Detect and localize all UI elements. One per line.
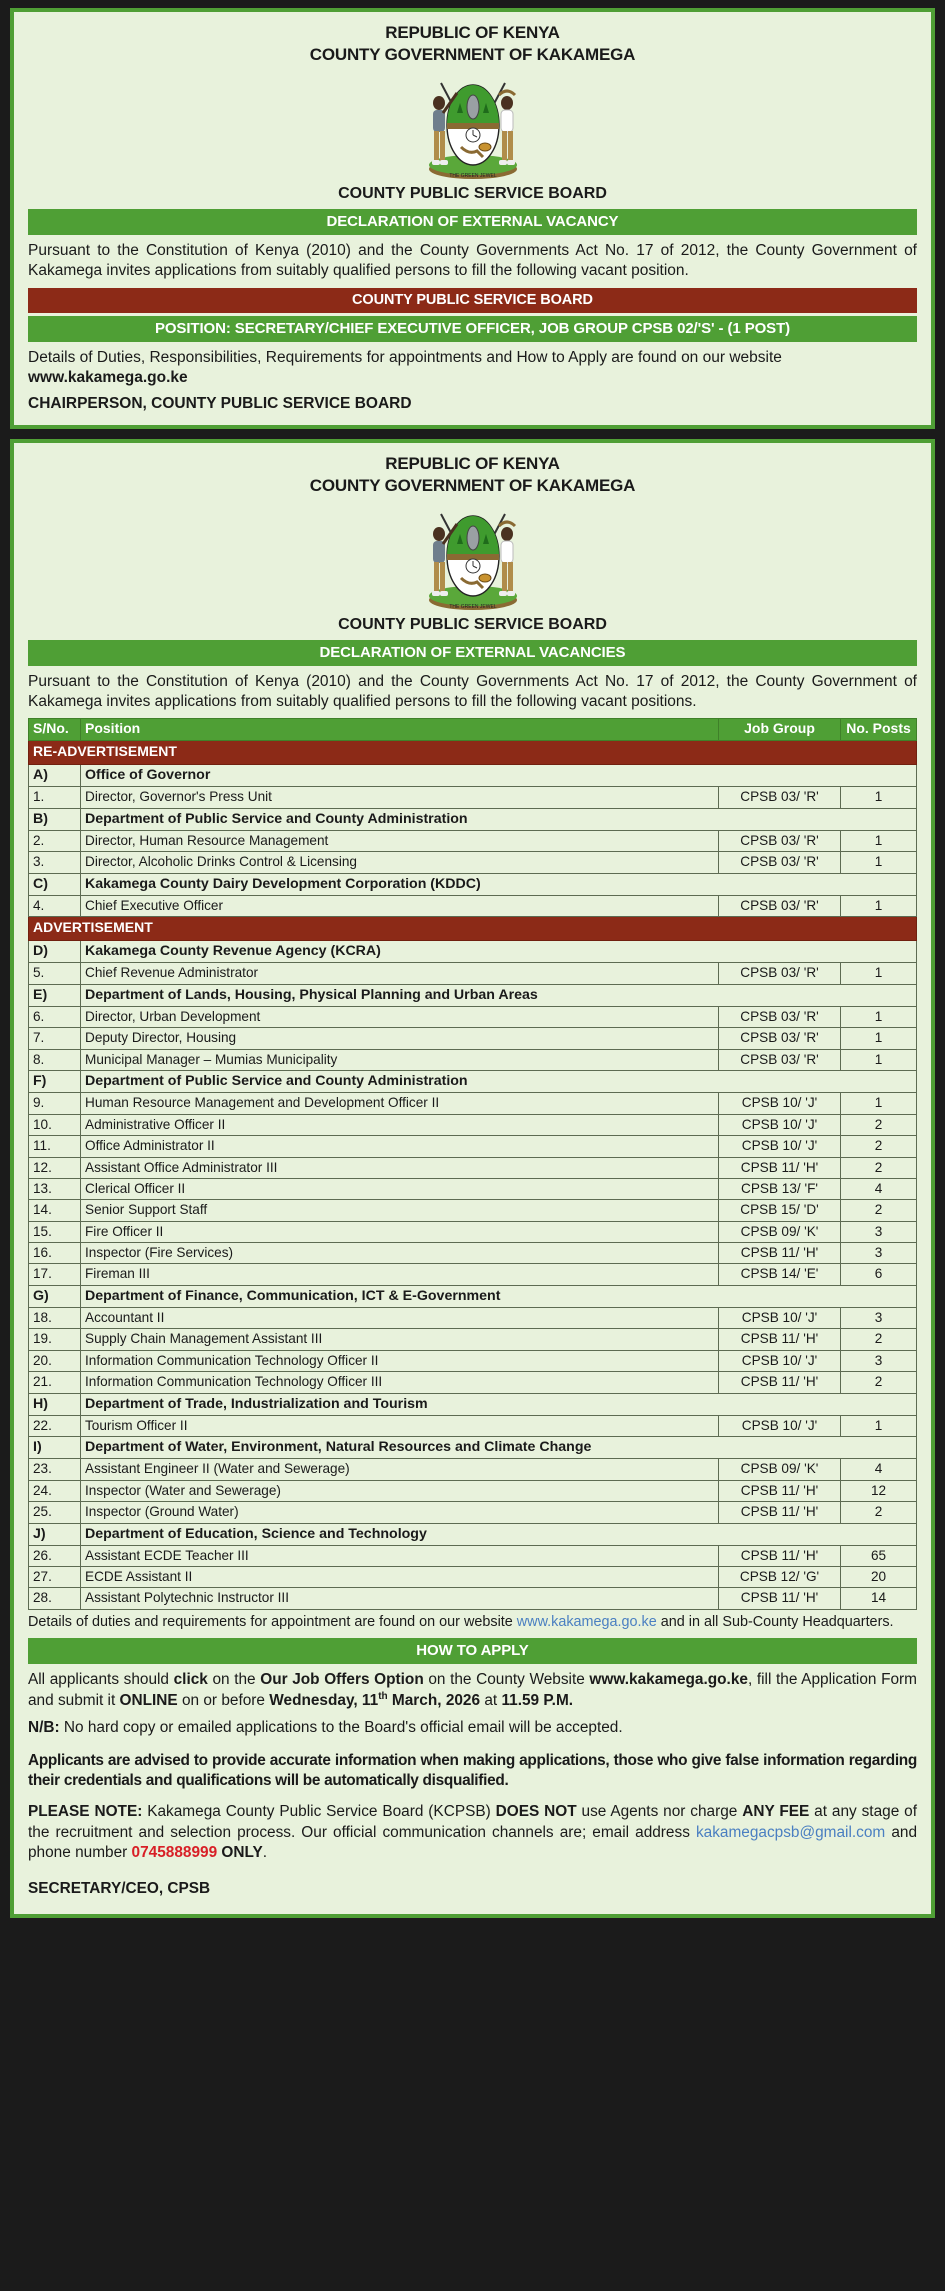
- crest-motto-2: THE GREEN JEWEL: [448, 603, 497, 610]
- cell-position: Municipal Manager – Mumias Municipality: [81, 1049, 719, 1070]
- cell-posts: 1: [841, 1049, 917, 1070]
- pn-only: ONLY: [217, 1844, 263, 1862]
- accuracy-warning: Applicants are advised to provide accurate information when making applications, those who give false information regarding their credentials and qualifications will be automatically disqualified.: [28, 1751, 917, 1790]
- cell-sno: 25.: [29, 1502, 81, 1523]
- apply-e: on or before: [177, 1692, 270, 1710]
- cell-sno: 19.: [29, 1329, 81, 1350]
- dept-label: Department of Trade, Industrialization and Tourism: [81, 1393, 917, 1415]
- cell-position: Assistant Engineer II (Water and Sewerage): [81, 1459, 719, 1480]
- cell-job-group: CPSB 03/ 'R': [719, 787, 841, 808]
- header2-republic: REPUBLIC OF KENYA: [385, 453, 560, 473]
- section-label: RE-ADVERTISEMENT: [29, 741, 917, 765]
- cell-posts: 1: [841, 895, 917, 916]
- cell-job-group: CPSB 10/ 'J': [719, 1114, 841, 1135]
- table-row: [29, 1157, 917, 1178]
- dept-letter: J): [29, 1523, 81, 1545]
- cell-sno: 2.: [29, 831, 81, 852]
- table-row: [29, 1114, 917, 1135]
- table-row: [29, 963, 917, 984]
- cell-sno: 5.: [29, 963, 81, 984]
- cell-position: Fire Officer II: [81, 1221, 719, 1242]
- cell-position: Information Communication Technology Officer III: [81, 1372, 719, 1393]
- header-county: COUNTY GOVERNMENT OF KAKAMEGA: [309, 45, 636, 65]
- dept-letter: F): [29, 1071, 81, 1093]
- table-row: [29, 1007, 917, 1028]
- dept-label: Department of Public Service and County Administration: [81, 808, 917, 830]
- nb-note: [28, 1718, 917, 1739]
- pn-a: Kakamega County Public Service Board (KCPSB): [142, 1802, 496, 1820]
- table-department-row: [29, 1437, 917, 1459]
- pn-anyfee: ANY FEE: [742, 1802, 810, 1820]
- cell-job-group: CPSB 13/ 'F': [719, 1178, 841, 1199]
- cell-posts: 3: [841, 1243, 917, 1264]
- cell-position: Tourism Officer II: [81, 1415, 719, 1436]
- cell-position: Inspector (Water and Sewerage): [81, 1480, 719, 1501]
- cell-posts: 12: [841, 1480, 917, 1501]
- table-row: [29, 831, 917, 852]
- table-department-row: [29, 1071, 917, 1093]
- table-row: [29, 1221, 917, 1242]
- cell-sno: 20.: [29, 1350, 81, 1371]
- cell-position: Assistant ECDE Teacher III: [81, 1545, 719, 1566]
- dept-label: Department of Education, Science and Technology: [81, 1523, 917, 1545]
- cell-job-group: CPSB 03/ 'R': [719, 852, 841, 873]
- cell-sno: 22.: [29, 1415, 81, 1436]
- cell-posts: 2: [841, 1502, 917, 1523]
- table-row: [29, 1308, 917, 1329]
- apply-a: All applicants should: [28, 1670, 174, 1688]
- cell-posts: 20: [841, 1567, 917, 1588]
- cell-job-group: CPSB 15/ 'D': [719, 1200, 841, 1221]
- dept-label: Department of Finance, Communication, ICT & E-Government: [81, 1285, 917, 1307]
- table-row: [29, 1350, 917, 1371]
- notice-vacancies-list: [10, 439, 935, 1918]
- table-row: [29, 1480, 917, 1501]
- cell-position: Information Communication Technology Officer II: [81, 1350, 719, 1371]
- cell-posts: 14: [841, 1588, 917, 1609]
- intro-paragraph-2: Pursuant to the Constitution of Kenya (2010) and the County Governments Act No. 17 of 2012, the County Government of Kakamega invites applications from suitably qualified persons to fill the following vacant positions.: [28, 672, 917, 711]
- cell-position: Chief Revenue Administrator: [81, 963, 719, 984]
- cell-sno: 18.: [29, 1308, 81, 1329]
- cell-job-group: CPSB 03/ 'R': [719, 895, 841, 916]
- dept-label: Department of Public Service and County Administration: [81, 1071, 917, 1093]
- cell-sno: 15.: [29, 1221, 81, 1242]
- apply-c: on the County Website: [423, 1670, 590, 1688]
- table-row: [29, 1136, 917, 1157]
- table-department-row: [29, 873, 917, 895]
- intro-paragraph: Pursuant to the Constitution of Kenya (2010) and the County Governments Act No. 17 of 2012, the County Government of Kakamega invites applications from suitably qualified persons to fill the following vacant position.: [28, 241, 917, 280]
- table-row: [29, 787, 917, 808]
- table-row: [29, 1502, 917, 1523]
- please-note: [28, 1802, 917, 1864]
- apply-option: Our Job Offers Option: [260, 1670, 424, 1688]
- cell-posts: 3: [841, 1308, 917, 1329]
- cell-position: Administrative Officer II: [81, 1114, 719, 1135]
- pn-doesnot: DOES NOT: [495, 1802, 577, 1820]
- table-row: [29, 1028, 917, 1049]
- table-row: [29, 1178, 917, 1199]
- cell-job-group: CPSB 10/ 'J': [719, 1415, 841, 1436]
- cell-position: Assistant Office Administrator III: [81, 1157, 719, 1178]
- table-department-row: [29, 808, 917, 830]
- table-row: [29, 1049, 917, 1070]
- cell-sno: 9.: [29, 1093, 81, 1114]
- cell-sno: 27.: [29, 1567, 81, 1588]
- position-banner: POSITION: SECRETARY/CHIEF EXECUTIVE OFFICER, JOB GROUP CPSB 02/'S' - (1 POST): [28, 316, 917, 342]
- dept-letter: B): [29, 808, 81, 830]
- table-department-row: [29, 1393, 917, 1415]
- crest-motto: THE GREEN JEWEL: [448, 172, 497, 179]
- cell-position: Supply Chain Management Assistant III: [81, 1329, 719, 1350]
- cell-posts: 1: [841, 1007, 917, 1028]
- dept-letter: G): [29, 1285, 81, 1307]
- cell-position: Clerical Officer II: [81, 1178, 719, 1199]
- please-note-label: PLEASE NOTE:: [28, 1802, 143, 1820]
- dept-label: Office of Governor: [81, 765, 917, 787]
- table-row: [29, 1200, 917, 1221]
- declaration-banner: DECLARATION OF EXTERNAL VACANCY: [28, 209, 917, 235]
- th-posts: No. Posts: [841, 719, 917, 741]
- apply-deadline-text: Wednesday, 11: [269, 1692, 379, 1710]
- table-department-row: [29, 941, 917, 963]
- apply-d: , fill the Application Form and submit it: [28, 1670, 917, 1710]
- details-note-pre: Details of duties and requirements for appointment are found on our website: [28, 1613, 517, 1630]
- contact-phone[interactable]: 0745888999: [131, 1844, 218, 1862]
- apply-click: click: [173, 1670, 208, 1688]
- dept-letter: I): [29, 1437, 81, 1459]
- cell-position: Director, Human Resource Management: [81, 831, 719, 852]
- cell-posts: 2: [841, 1329, 917, 1350]
- table-row: [29, 1415, 917, 1436]
- secretary-signature: SECRETARY/CEO, CPSB: [28, 1879, 211, 1897]
- cell-position: Assistant Polytechnic Instructor III: [81, 1588, 719, 1609]
- section-label: ADVERTISEMENT: [29, 917, 917, 941]
- table-row: [29, 852, 917, 873]
- cell-sno: 7.: [29, 1028, 81, 1049]
- cell-sno: 12.: [29, 1157, 81, 1178]
- notice-vacancy-single: [10, 8, 935, 429]
- cell-position: Accountant II: [81, 1308, 719, 1329]
- declaration-banner-2: DECLARATION OF EXTERNAL VACANCIES: [28, 640, 917, 666]
- cell-position: Director, Alcoholic Drinks Control & Licensing: [81, 852, 719, 873]
- cell-sno: 17.: [29, 1264, 81, 1285]
- cell-sno: 24.: [29, 1480, 81, 1501]
- details-paragraph: [28, 348, 917, 389]
- cell-sno: 14.: [29, 1200, 81, 1221]
- details-note-post: and in all Sub-County Headquarters.: [656, 1613, 894, 1630]
- table-department-row: [29, 765, 917, 787]
- cell-job-group: CPSB 03/ 'R': [719, 963, 841, 984]
- cell-position: Office Administrator II: [81, 1136, 719, 1157]
- table-row: [29, 1567, 917, 1588]
- cell-position: Director, Governor's Press Unit: [81, 787, 719, 808]
- cell-job-group: CPSB 10/ 'J': [719, 1308, 841, 1329]
- cell-job-group: CPSB 03/ 'R': [719, 1049, 841, 1070]
- cell-job-group: CPSB 09/ 'K': [719, 1459, 841, 1480]
- cell-position: Fireman III: [81, 1264, 719, 1285]
- cell-posts: 1: [841, 963, 917, 984]
- cell-job-group: CPSB 10/ 'J': [719, 1136, 841, 1157]
- th-sno: S/No.: [29, 719, 81, 741]
- chairperson-signature: CHAIRPERSON, COUNTY PUBLIC SERVICE BOARD: [28, 394, 412, 412]
- table-header-row: [29, 719, 917, 741]
- dept-letter: E): [29, 984, 81, 1006]
- cell-posts: 1: [841, 852, 917, 873]
- cell-position: Director, Urban Development: [81, 1007, 719, 1028]
- cell-posts: 1: [841, 1028, 917, 1049]
- nb-label: N/B:: [28, 1718, 60, 1736]
- apply-deadline-month: March, 2026: [387, 1692, 481, 1710]
- board-title: COUNTY PUBLIC SERVICE BOARD: [338, 184, 607, 202]
- cell-sno: 16.: [29, 1243, 81, 1264]
- cell-position: Chief Executive Officer: [81, 895, 719, 916]
- cell-job-group: CPSB 12/ 'G': [719, 1567, 841, 1588]
- cell-job-group: CPSB 11/ 'H': [719, 1243, 841, 1264]
- apply-b: on the: [207, 1670, 261, 1688]
- cell-job-group: CPSB 09/ 'K': [719, 1221, 841, 1242]
- cell-posts: 4: [841, 1459, 917, 1480]
- apply-ordinal: th: [378, 1691, 388, 1703]
- apply-online: ONLINE: [119, 1692, 178, 1710]
- cell-sno: 3.: [29, 852, 81, 873]
- cell-sno: 21.: [29, 1372, 81, 1393]
- cell-sno: 13.: [29, 1178, 81, 1199]
- cell-posts: 3: [841, 1350, 917, 1371]
- table-row: [29, 1588, 917, 1609]
- cell-job-group: CPSB 11/ 'H': [719, 1545, 841, 1566]
- cell-job-group: CPSB 03/ 'R': [719, 831, 841, 852]
- vacancies-table: [28, 718, 917, 1609]
- table-row: [29, 1459, 917, 1480]
- cell-sno: 28.: [29, 1588, 81, 1609]
- county-crest-icon-2: [413, 504, 533, 612]
- cell-posts: 2: [841, 1157, 917, 1178]
- maroon-board-banner: COUNTY PUBLIC SERVICE BOARD: [28, 288, 917, 313]
- pn-e: .: [262, 1844, 268, 1862]
- dept-letter: C): [29, 873, 81, 895]
- details-note: [28, 1613, 917, 1632]
- table-row: [29, 895, 917, 916]
- contact-email-link[interactable]: kakamegacpsb@gmail.com: [695, 1823, 886, 1841]
- cell-posts: 1: [841, 1093, 917, 1114]
- cell-job-group: CPSB 11/ 'H': [719, 1372, 841, 1393]
- website-link[interactable]: www.kakamega.go.ke: [28, 369, 188, 387]
- cell-position: Deputy Director, Housing: [81, 1028, 719, 1049]
- cell-posts: 65: [841, 1545, 917, 1566]
- apply-site[interactable]: www.kakamega.go.ke: [589, 1670, 748, 1688]
- cell-position: ECDE Assistant II: [81, 1567, 719, 1588]
- cell-job-group: CPSB 11/ 'H': [719, 1157, 841, 1178]
- table-section-banner: [29, 741, 917, 765]
- details-pre: Details of Duties, Responsibilities, Requirements for appointments and How to Apply are found on our website: [28, 348, 782, 366]
- cell-position: Inspector (Fire Services): [81, 1243, 719, 1264]
- header2-county: COUNTY GOVERNMENT OF KAKAMEGA: [309, 476, 636, 496]
- cell-posts: 2: [841, 1114, 917, 1135]
- table-row: [29, 1264, 917, 1285]
- apply-time: 11.59 P.M.: [501, 1692, 574, 1710]
- pn-c: at any stage of the recruitment and selection process. Our official communication channels are; email address: [28, 1802, 917, 1841]
- cell-posts: 1: [841, 831, 917, 852]
- header-republic: REPUBLIC OF KENYA: [385, 23, 560, 42]
- cell-sno: 11.: [29, 1136, 81, 1157]
- cell-sno: 26.: [29, 1545, 81, 1566]
- how-to-apply-banner: HOW TO APPLY: [28, 1638, 917, 1664]
- cell-posts: 2: [841, 1136, 917, 1157]
- cell-posts: 2: [841, 1372, 917, 1393]
- cell-job-group: CPSB 03/ 'R': [719, 1007, 841, 1028]
- cell-job-group: CPSB 11/ 'H': [719, 1480, 841, 1501]
- dept-letter: D): [29, 941, 81, 963]
- cell-job-group: CPSB 11/ 'H': [719, 1329, 841, 1350]
- cell-posts: 4: [841, 1178, 917, 1199]
- table-section-banner: [29, 917, 917, 941]
- th-jobgroup: Job Group: [719, 719, 841, 741]
- pn-d: and phone number: [28, 1823, 917, 1862]
- table-department-row: [29, 984, 917, 1006]
- table-row: [29, 1545, 917, 1566]
- dept-label: Kakamega County Revenue Agency (KCRA): [81, 941, 917, 963]
- cell-posts: 3: [841, 1221, 917, 1242]
- th-position: Position: [81, 719, 719, 741]
- pn-b: use Agents nor charge: [576, 1802, 743, 1820]
- dept-label: Department of Water, Environment, Natural Resources and Climate Change: [81, 1437, 917, 1459]
- dept-label: Kakamega County Dairy Development Corporation (KDDC): [81, 873, 917, 895]
- cell-sno: 10.: [29, 1114, 81, 1135]
- cell-sno: 4.: [29, 895, 81, 916]
- cell-posts: 6: [841, 1264, 917, 1285]
- vacancies-table-body: [29, 741, 917, 1609]
- kakamega-website-link[interactable]: www.kakamega.go.ke: [516, 1613, 657, 1630]
- cell-job-group: CPSB 10/ 'J': [719, 1350, 841, 1371]
- cell-sno: 8.: [29, 1049, 81, 1070]
- cell-posts: 2: [841, 1200, 917, 1221]
- table-row: [29, 1093, 917, 1114]
- cell-position: Senior Support Staff: [81, 1200, 719, 1221]
- county-crest-icon: [413, 73, 533, 181]
- cell-job-group: CPSB 10/ 'J': [719, 1093, 841, 1114]
- table-department-row: [29, 1285, 917, 1307]
- cell-posts: 1: [841, 787, 917, 808]
- cell-sno: 6.: [29, 1007, 81, 1028]
- cell-job-group: CPSB 03/ 'R': [719, 1028, 841, 1049]
- nb-text: No hard copy or emailed applications to the Board's official email will be accepted.: [59, 1718, 623, 1736]
- cell-position: Human Resource Management and Development Officer II: [81, 1093, 719, 1114]
- cell-job-group: CPSB 14/ 'E': [719, 1264, 841, 1285]
- cell-job-group: CPSB 11/ 'H': [719, 1502, 841, 1523]
- apply-instructions: [28, 1670, 917, 1712]
- table-row: [29, 1329, 917, 1350]
- dept-letter: A): [29, 765, 81, 787]
- apply-f: at: [480, 1692, 502, 1710]
- dept-label: Department of Lands, Housing, Physical Planning and Urban Areas: [81, 984, 917, 1006]
- cell-sno: 1.: [29, 787, 81, 808]
- cell-position: Inspector (Ground Water): [81, 1502, 719, 1523]
- table-department-row: [29, 1523, 917, 1545]
- cell-sno: 23.: [29, 1459, 81, 1480]
- table-row: [29, 1372, 917, 1393]
- cell-job-group: CPSB 11/ 'H': [719, 1588, 841, 1609]
- cell-posts: 1: [841, 1415, 917, 1436]
- board-title-2: COUNTY PUBLIC SERVICE BOARD: [338, 615, 607, 633]
- apply-deadline: [269, 1692, 480, 1709]
- table-row: [29, 1243, 917, 1264]
- dept-letter: H): [29, 1393, 81, 1415]
